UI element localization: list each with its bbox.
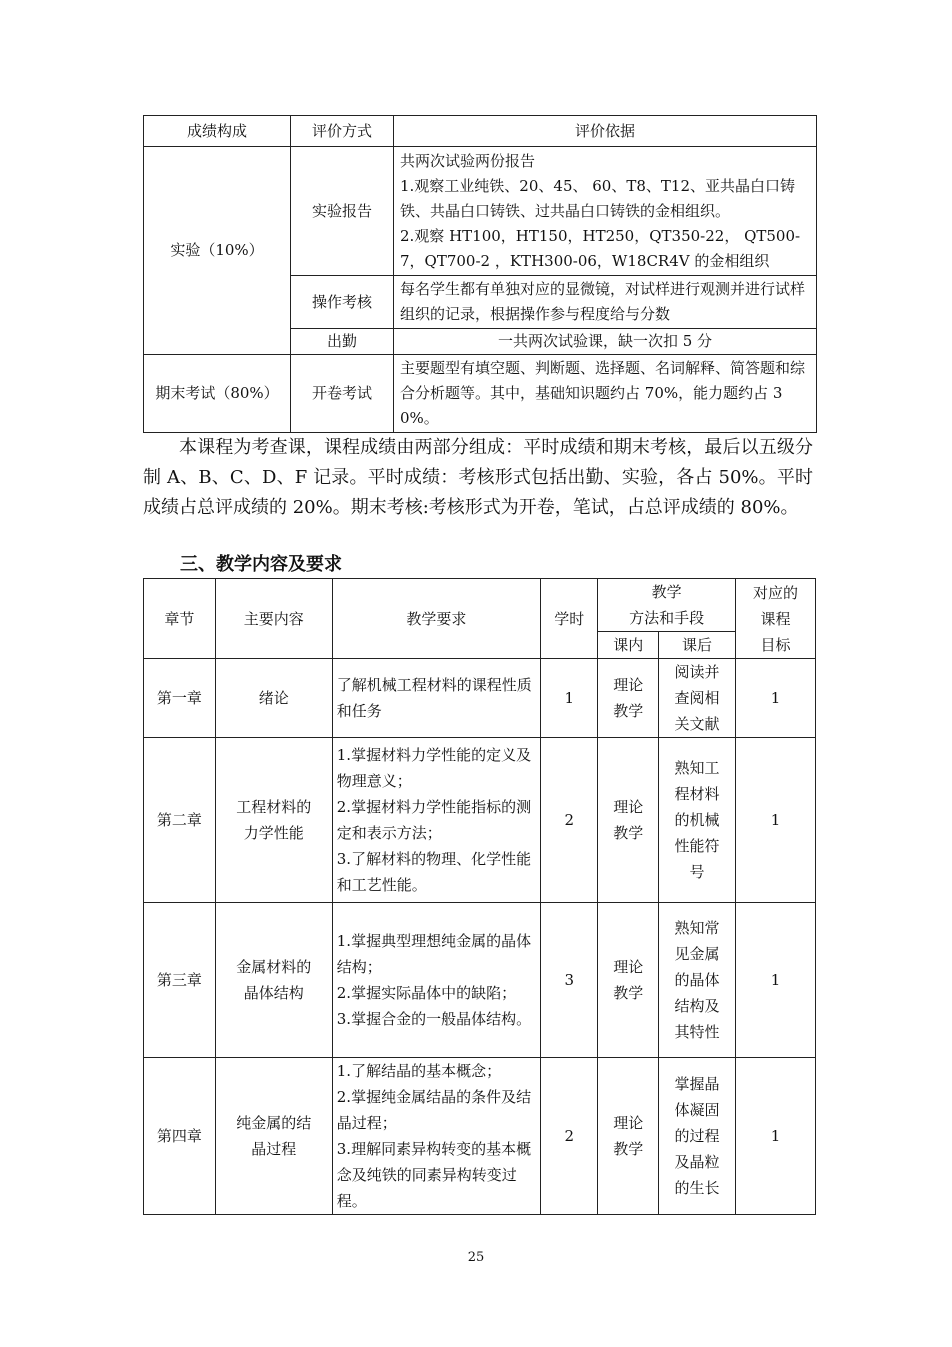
header-in-class: 课内 <box>598 632 659 659</box>
table-row <box>144 903 816 1058</box>
row-objective: 1 <box>735 659 815 738</box>
grading-paragraph: 本课程为考查课，课程成绩由两部分组成：平时成绩和期末考核，最后以五级分制 A、B、C、D、F 记录。平时成绩：考核形式包括出勤、实验，各占 50%。平时成绩占总评成绩的 20%。期末考核:考核形式为开卷，笔试，占总评成绩的 80%。 <box>143 437 813 518</box>
row-hours: 3 <box>541 903 598 1058</box>
row-hours: 2 <box>541 1058 598 1215</box>
final-method: 开卷考试 <box>291 355 394 433</box>
page-number: 25 <box>467 1250 485 1265</box>
row-content: 金属材料的 晶体结构 <box>215 903 332 1058</box>
header-after-class: 课后 <box>658 632 735 659</box>
attendance-basis: 一共两次试验课，缺一次扣 5 分 <box>394 329 817 355</box>
row-after-class: 阅读并 查阅相 关文献 <box>658 659 735 738</box>
table-row <box>144 738 816 903</box>
row-after-class: 熟知工 程材料 的机械 性能符 号 <box>658 738 735 903</box>
row-in-class: 理论 教学 <box>598 903 659 1058</box>
row-after-class: 掌握晶 体凝固 的过程 及晶粒 的生长 <box>658 1058 735 1215</box>
row-objective: 1 <box>735 1058 815 1215</box>
grading-table <box>143 115 817 433</box>
row-content: 绪论 <box>215 659 332 738</box>
report-method: 实验报告 <box>291 147 394 276</box>
section-heading: 三、教学内容及要求 <box>180 554 342 575</box>
header-method: 评价方式 <box>291 116 394 147</box>
row-content: 纯金属的结 晶过程 <box>215 1058 332 1215</box>
row-after-class: 熟知常 见金属 的晶体 结构及 其特性 <box>658 903 735 1058</box>
row-content: 工程材料的 力学性能 <box>215 738 332 903</box>
row-objective: 1 <box>735 738 815 903</box>
report-basis: 共两次试验两份报告 1.观察工业纯铁、20、45、 60、T8、T12、亚共晶白口铸铁、共晶白口铸铁、过共晶白口铸铁的金相组织。 2.观察 HT100，HT150，HT250，QT350-22， QT500-7，QT700-2 ，KTH300-06，W18CR4V 的金相组织 <box>394 147 817 276</box>
attendance-method: 出勤 <box>291 329 394 355</box>
table-row <box>144 659 816 738</box>
content-table <box>143 578 816 1215</box>
final-component: 期末考试（80%） <box>144 355 291 433</box>
table-row <box>144 1058 816 1215</box>
row-requirement: 1.了解结晶的基本概念； 2.掌握纯金属结晶的条件及结晶过程； 3.理解同素异构转变的基本概念及纯铁的同素异构转变过程。 <box>332 1058 540 1215</box>
row-hours: 1 <box>541 659 598 738</box>
row-chapter: 第二章 <box>144 738 216 903</box>
header-objective: 对应的 课程 目标 <box>735 579 815 659</box>
row-objective: 1 <box>735 903 815 1058</box>
row-in-class: 理论 教学 <box>598 738 659 903</box>
header-method: 教学 方法和手段 <box>598 579 735 632</box>
experiment-component: 实验（10%） <box>144 147 291 355</box>
header-hours: 学时 <box>541 579 598 659</box>
row-requirement: 了解机械工程材料的课程性质和任务 <box>332 659 540 738</box>
row-chapter: 第一章 <box>144 659 216 738</box>
row-in-class: 理论 教学 <box>598 659 659 738</box>
row-requirement: 1.掌握典型理想纯金属的晶体结构； 2.掌握实际晶体中的缺陷； 3.掌握合金的一般晶体结构。 <box>332 903 540 1058</box>
header-basis: 评价依据 <box>394 116 817 147</box>
row-chapter: 第四章 <box>144 1058 216 1215</box>
operation-basis: 每名学生都有单独对应的显微镜，对试样进行观测并进行试样组织的记录，根据操作参与程度给与分数 <box>394 276 817 329</box>
header-content: 主要内容 <box>215 579 332 659</box>
row-chapter: 第三章 <box>144 903 216 1058</box>
header-chapter: 章节 <box>144 579 216 659</box>
header-component: 成绩构成 <box>144 116 291 147</box>
header-requirement: 教学要求 <box>332 579 540 659</box>
final-basis: 主要题型有填空题、判断题、选择题、名词解释、简答题和综合分析题等。其中，基础知识题约占 70%，能力题约占 30%。 <box>394 355 817 433</box>
operation-method: 操作考核 <box>291 276 394 329</box>
row-hours: 2 <box>541 738 598 903</box>
row-requirement: 1.掌握材料力学性能的定义及物理意义； 2.掌握材料力学性能指标的测定和表示方法； 3.了解材料的物理、化学性能和工艺性能。 <box>332 738 540 903</box>
row-in-class: 理论 教学 <box>598 1058 659 1215</box>
